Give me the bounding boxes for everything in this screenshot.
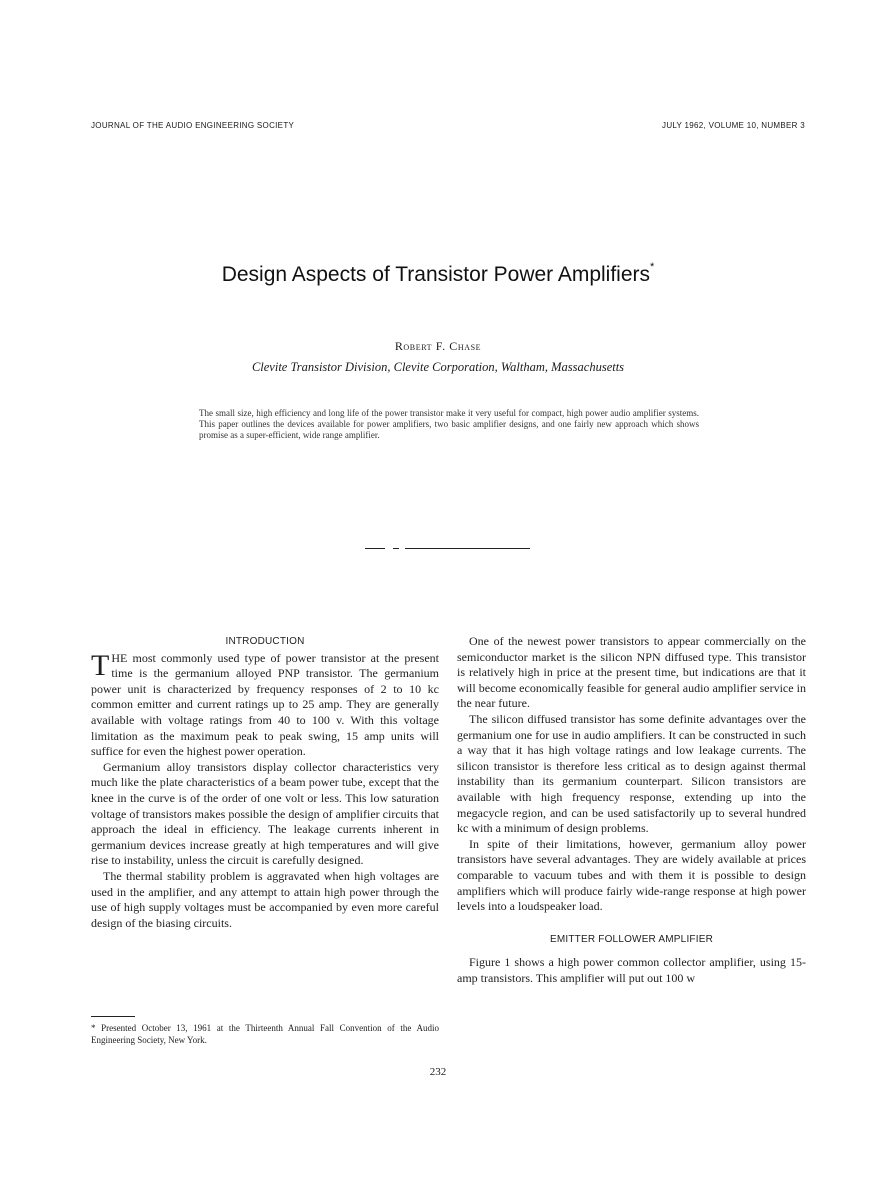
paragraph: Germanium alloy transistors display collector characteristics very much like the plate characteristics of a beam power tube, except that the knee in the curve is of the order of one volt or less. This low saturation voltage of transistors makes possible the design of amplifier circuits that approach the ideal in efficiency. The leakage currents inherent in germanium devices increase greatly at high temperatures and will give rise to instability, unless the circuit is carefully designed. [91,759,439,868]
left-column [91,634,439,931]
footnote: * Presented October 13, 1961 at the Thirteenth Annual Fall Convention of the Audio Engineering Society, New York. [91,1023,439,1045]
right-column [457,634,806,986]
footnote-rule [91,1016,135,1017]
paragraph: In spite of their limitations, however, germanium alloy power transistors have several advantages. They are widely available at prices comparable to vacuum tubes and with them it is possible to design amplifiers which will produce fairly wide-range response at high power levels into a loudspeaker load. [457,836,806,914]
article-title [0,263,876,287]
author-name: Robert F. Chase [394,339,482,353]
issue-info: JULY 1962, VOLUME 10, NUMBER 3 [662,121,805,130]
separator-rule-short [365,548,385,549]
paragraph: One of the newest power transistors to appear commercially on the semiconductor market is the silicon NPN diffused type. This transistor is relatively high in price at the present time, but indications are that it will become economically feasible for general audio amplifier service in the near future. [457,634,806,711]
paragraph: The silicon diffused transistor has some definite advantages over the germanium one for use in audio amplifiers. It can be constructed in such a way that it has high voltage ratings and low leakage currents. The silicon transistor is therefore less critical as to design against thermal instability than its germanium counterpart. Silicon transistors are available with high frequency response, extending up into the megacycle region, and can be used satisfactorily up to several hundred kc with a minimum of design problems. [457,711,806,836]
separator-rule-dot [393,548,399,549]
paragraph [91,648,439,760]
title-text: Design Aspects of Transistor Power Amplifiers [221,263,651,286]
paragraph: The thermal stability problem is aggravated when high voltages are used in the amplifier, and any attempt to attain high power through the use of high supply voltages must be accompanied by even more careful design of the biasing circuits. [91,868,439,930]
abstract: The small size, high efficiency and long life of the power transistor make it very useful for compact, high power audio amplifier systems. This paper outlines the devices available for power amplifiers, two basic amplifier designs, and one fairly new approach which shows promise as a super-efficient, wide range amplifier. [199,408,699,441]
section-heading-introduction: INTRODUCTION [225,636,305,647]
paragraph: Figure 1 shows a high power common collector amplifier, using 15-amp transistors. This amplifier will put out 100 w [457,955,806,985]
author-affiliation: Clevite Transistor Division, Clevite Corporation, Waltham, Massachusetts [251,360,625,374]
journal-name: JOURNAL OF THE AUDIO ENGINEERING SOCIETY [91,121,295,130]
paragraph-text: HE most commonly used type of power transistor at the present time is the germanium alloyed PNP transistor. The germanium power unit is characterized by frequency responses of 2 to 10 kc common emitter and current ratings up to 25 amp. They are generally available with voltage ratings from 40 to 100 v. With this voltage limitation as the maximum peak to peak swing, 15 amp units will suffice for even the highest power operation. [91,650,439,759]
section-heading-emitter-follower: EMITTER FOLLOWER AMPLIFIER [550,933,713,945]
title-footnote-mark: * [650,261,655,273]
drop-cap: T [91,648,110,682]
page-number: 232 [429,1066,447,1078]
separator-rule-long [405,548,530,549]
